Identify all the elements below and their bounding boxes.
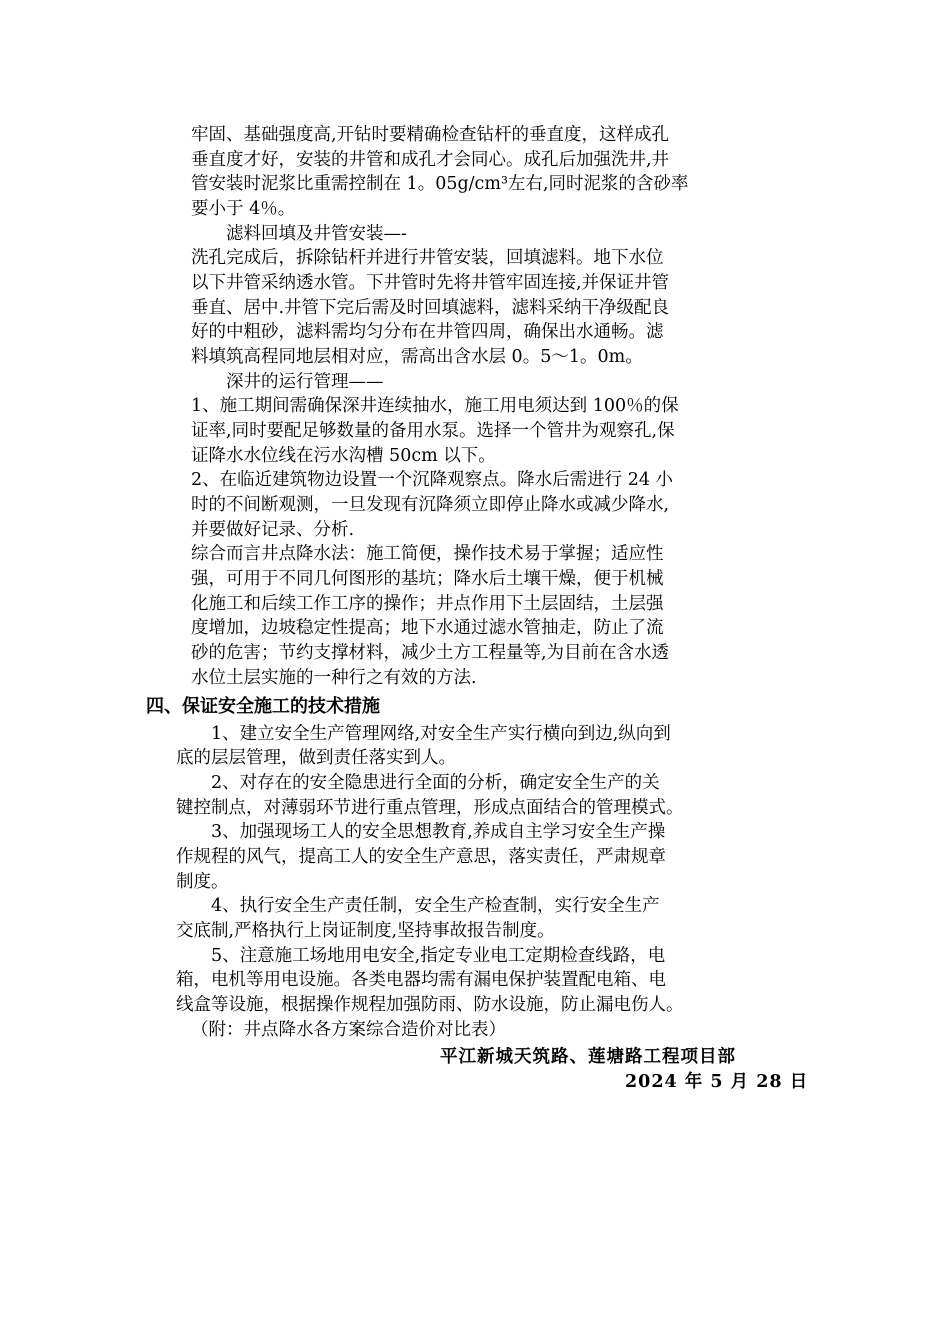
text-line: 砂的危害；节约支撑材料，减少土方工程量等,为目前在含水透 <box>191 643 670 663</box>
text-line: 时的不间断观测，一旦发现有沉降须立即停止降水或减少降水, <box>191 495 670 515</box>
text-line: 管安装时泥浆比重需控制在 1。05g/cm³左右,同时泥浆的含砂率 <box>191 174 689 194</box>
text-line: 证率,同时要配足够数量的备用水泵。选择一个管井为观察孔,保 <box>191 421 675 441</box>
text-line: 3、加强现场工人的安全思想教育,养成自主学习安全生产操 <box>176 822 666 842</box>
text-line: 交底制,严格执行上岗证制度,坚持事故报告制度。 <box>176 921 555 941</box>
signature-org: 平江新城天筑路、莲塘路工程项目部 <box>440 1047 736 1067</box>
text-line: 作规程的风气，提高工人的安全生产意思，落实责任，严肃规章 <box>176 847 666 867</box>
text-line: 5、注意施工场地用电安全,指定专业电工定期检查线路，电 <box>176 946 666 966</box>
subheading-filter-backfill: 滤料回填及井管安装—- <box>191 224 407 244</box>
text-line: 垂直、居中.井管下完后需及时回填滤料，滤料采纳干净级配良 <box>191 298 670 318</box>
text-line: 键控制点，对薄弱环节进行重点管理，形成点面结合的管理模式。 <box>176 798 684 818</box>
text-line: 垂直度才好，安装的井管和成孔才会同心。成孔后加强洗井,井 <box>191 150 670 170</box>
text-line: 线盒等设施，根据操作规程加强防雨、防水设施，防止漏电伤人。 <box>176 995 684 1015</box>
text-line: 度增加，边坡稳定性提高；地下水通过滤水管抽走，防止了流 <box>191 618 664 638</box>
text-line: 并要做好记录、分析. <box>191 520 355 540</box>
text-line: 2、对存在的安全隐患进行全面的分析，确定安全生产的关 <box>176 773 660 793</box>
text-line: 强，可用于不同几何图形的基坑；降水后土壤干燥，便于机械 <box>191 569 664 589</box>
section-heading: 四、保证安全施工的技术措施 <box>146 696 380 717</box>
text-line: 化施工和后续工作工序的操作；井点作用下土层固结，土层强 <box>191 594 664 614</box>
text-line: 1、建立安全生产管理网络,对安全生产实行横向到边,纵向到 <box>176 724 671 744</box>
text-line: 以下井管采纳透水管。下井管时先将井管牢固连接,并保证井管 <box>191 273 670 293</box>
text-line: 4、执行安全生产责任制，安全生产检查制，实行安全生产 <box>176 896 660 916</box>
text-line: 综合而言井点降水法：施工简便，操作技术易于掌握；适应性 <box>191 544 664 564</box>
text-line: 2、在临近建筑物边设置一个沉降观察点。降水后需进行 24 小 <box>191 470 674 490</box>
signature-date: 2024 年 5 月 28 日 <box>625 1072 809 1092</box>
text-line: 料填筑高程同地层相对应，需高出含水层 0。5～1。0m。 <box>191 347 643 367</box>
text-line: 箱，电机等用电设施。各类电器均需有漏电保护装置配电箱、电 <box>176 970 666 990</box>
text-line: 牢固、基础强度高,开钻时要精确检查钻杆的垂直度，这样成孔 <box>191 125 670 145</box>
text-line: 底的层层管理，做到责任落实到人。 <box>176 748 456 768</box>
text-line: 要小于 4％。 <box>191 199 296 219</box>
text-line: 水位土层实施的一种行之有效的方法. <box>191 668 477 688</box>
text-line: 证降水水位线在污水沟槽 50cm 以下。 <box>191 446 496 466</box>
text-line: 1、施工期间需确保深井连续抽水，施工用电须达到 100％的保 <box>191 396 679 416</box>
text-line: 洗孔完成后，拆除钻杆并进行井管安装，回填滤料。地下水位 <box>191 248 664 268</box>
text-line: 好的中粗砂，滤料需均匀分布在井管四周，确保出水通畅。滤 <box>191 322 664 342</box>
appendix-note: （附：井点降水各方案综合造价对比表） <box>191 1020 506 1040</box>
text-line: 制度。 <box>176 872 229 892</box>
subheading-well-operation: 深井的运行管理—— <box>191 372 384 392</box>
